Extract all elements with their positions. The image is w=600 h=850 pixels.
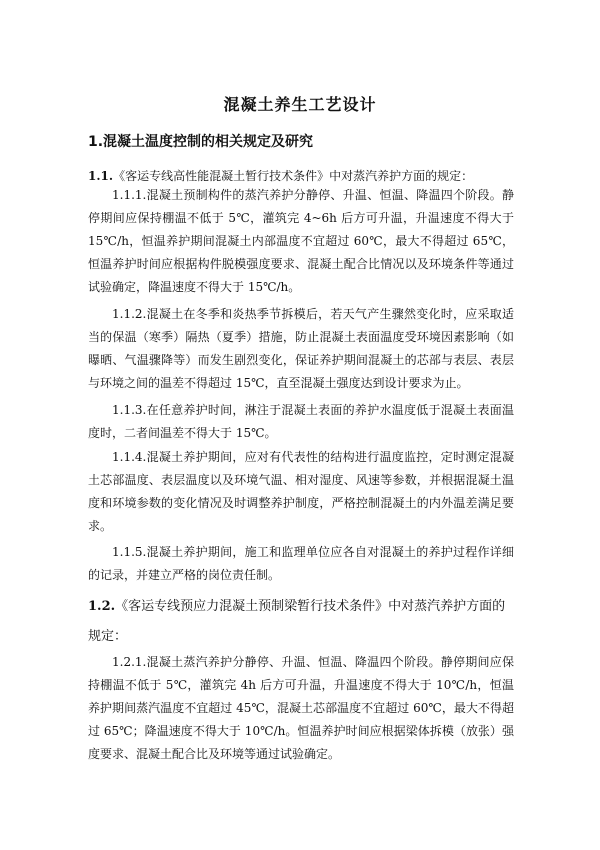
subsection-1-2 [88,592,514,652]
paragraph-1-1-2: 1.1.2.混凝土在冬季和炎热季节拆模后，若天气产生骤然变化时，应采取适当的保温（寒季）隔热（夏季）措施，防止混凝土表面温度受环境因素影响（如曝晒、气温骤降等）而发生剧烈变化，保证养护期间混凝土的芯部与表层、表层与环境之间的温差不得超过 15℃，直至混凝土强度达到设计要求为止。 [88,307,514,390]
paragraph-1-2-1: 1.2.1.混凝土蒸汽养护分静停、升温、恒温、降温四个阶段。静停期间应保持棚温不低于 5℃，灌筑完 4h 后方可升温，升温速度不得大于 10℃/h，恒温养护期间蒸汽温度不宜超过 45℃，混凝土芯部温度不宜超过 60℃，最大不得超过 65℃；降温速度不得大于 10℃/h。恒温养护时间应根据梁体拆模（放张）强度要求、混凝土配合比及环境等通过试验确定。 [88,655,514,761]
paragraph-1-1-3: 1.1.3.在任意养护时间，淋注于混凝土表面的养护水温度低于混凝土表面温度时，二者间温差不得大于 15℃。 [88,403,514,440]
subsection-1-2-text: 《客运专线预应力混凝土预制梁暂行技术条件》中对蒸汽养护方面的规定： [88,599,506,644]
subsection-1-1-text: 《客运专线高性能混凝土暂行技术条件》中对蒸汽养护方面的规定： [113,169,474,183]
paragraph-1-1-4: 1.1.4.混凝土养护期间，应对有代表性的结构进行温度监控，定时测定混凝土芯部温度、表层温度以及环境气温、相对湿度、风速等参数，并根据混凝土温度和环境参数的变化情况及时调整养护制度，严格控制混凝土的内外温差满足要求。 [88,450,514,533]
subsection-1-1-number: 1.1. [88,169,114,183]
paragraph-1-1-5: 1.1.5.混凝土养护期间，施工和监理单位应各自对混凝土的养护过程作详细的记录，并建立严格的岗位责任制。 [88,545,514,582]
section-heading-1: 1.混凝土温度控制的相关规定及研究 [88,134,314,150]
subsection-1-1 [88,166,473,186]
paragraph-1-1-1: 1.1.1.混凝土预制构件的蒸汽养护分静停、升温、恒温、降温四个阶段。静停期间应保持棚温不低于 5℃，灌筑完 4~6h 后方可升温，升温速度不得大于 15℃/h，恒温养护期间混凝土内部温度不宜超过 60℃，最大不得超过 65℃，恒温养护时间应根据构件脱模强度要求、混凝土配合比情况以及环境条件等通过试验确定，降温速度不得大于 15℃/h。 [88,188,514,294]
subsection-1-2-number: 1.2. [88,599,116,614]
document-title: 混凝土养生工艺设计 [223,95,377,114]
